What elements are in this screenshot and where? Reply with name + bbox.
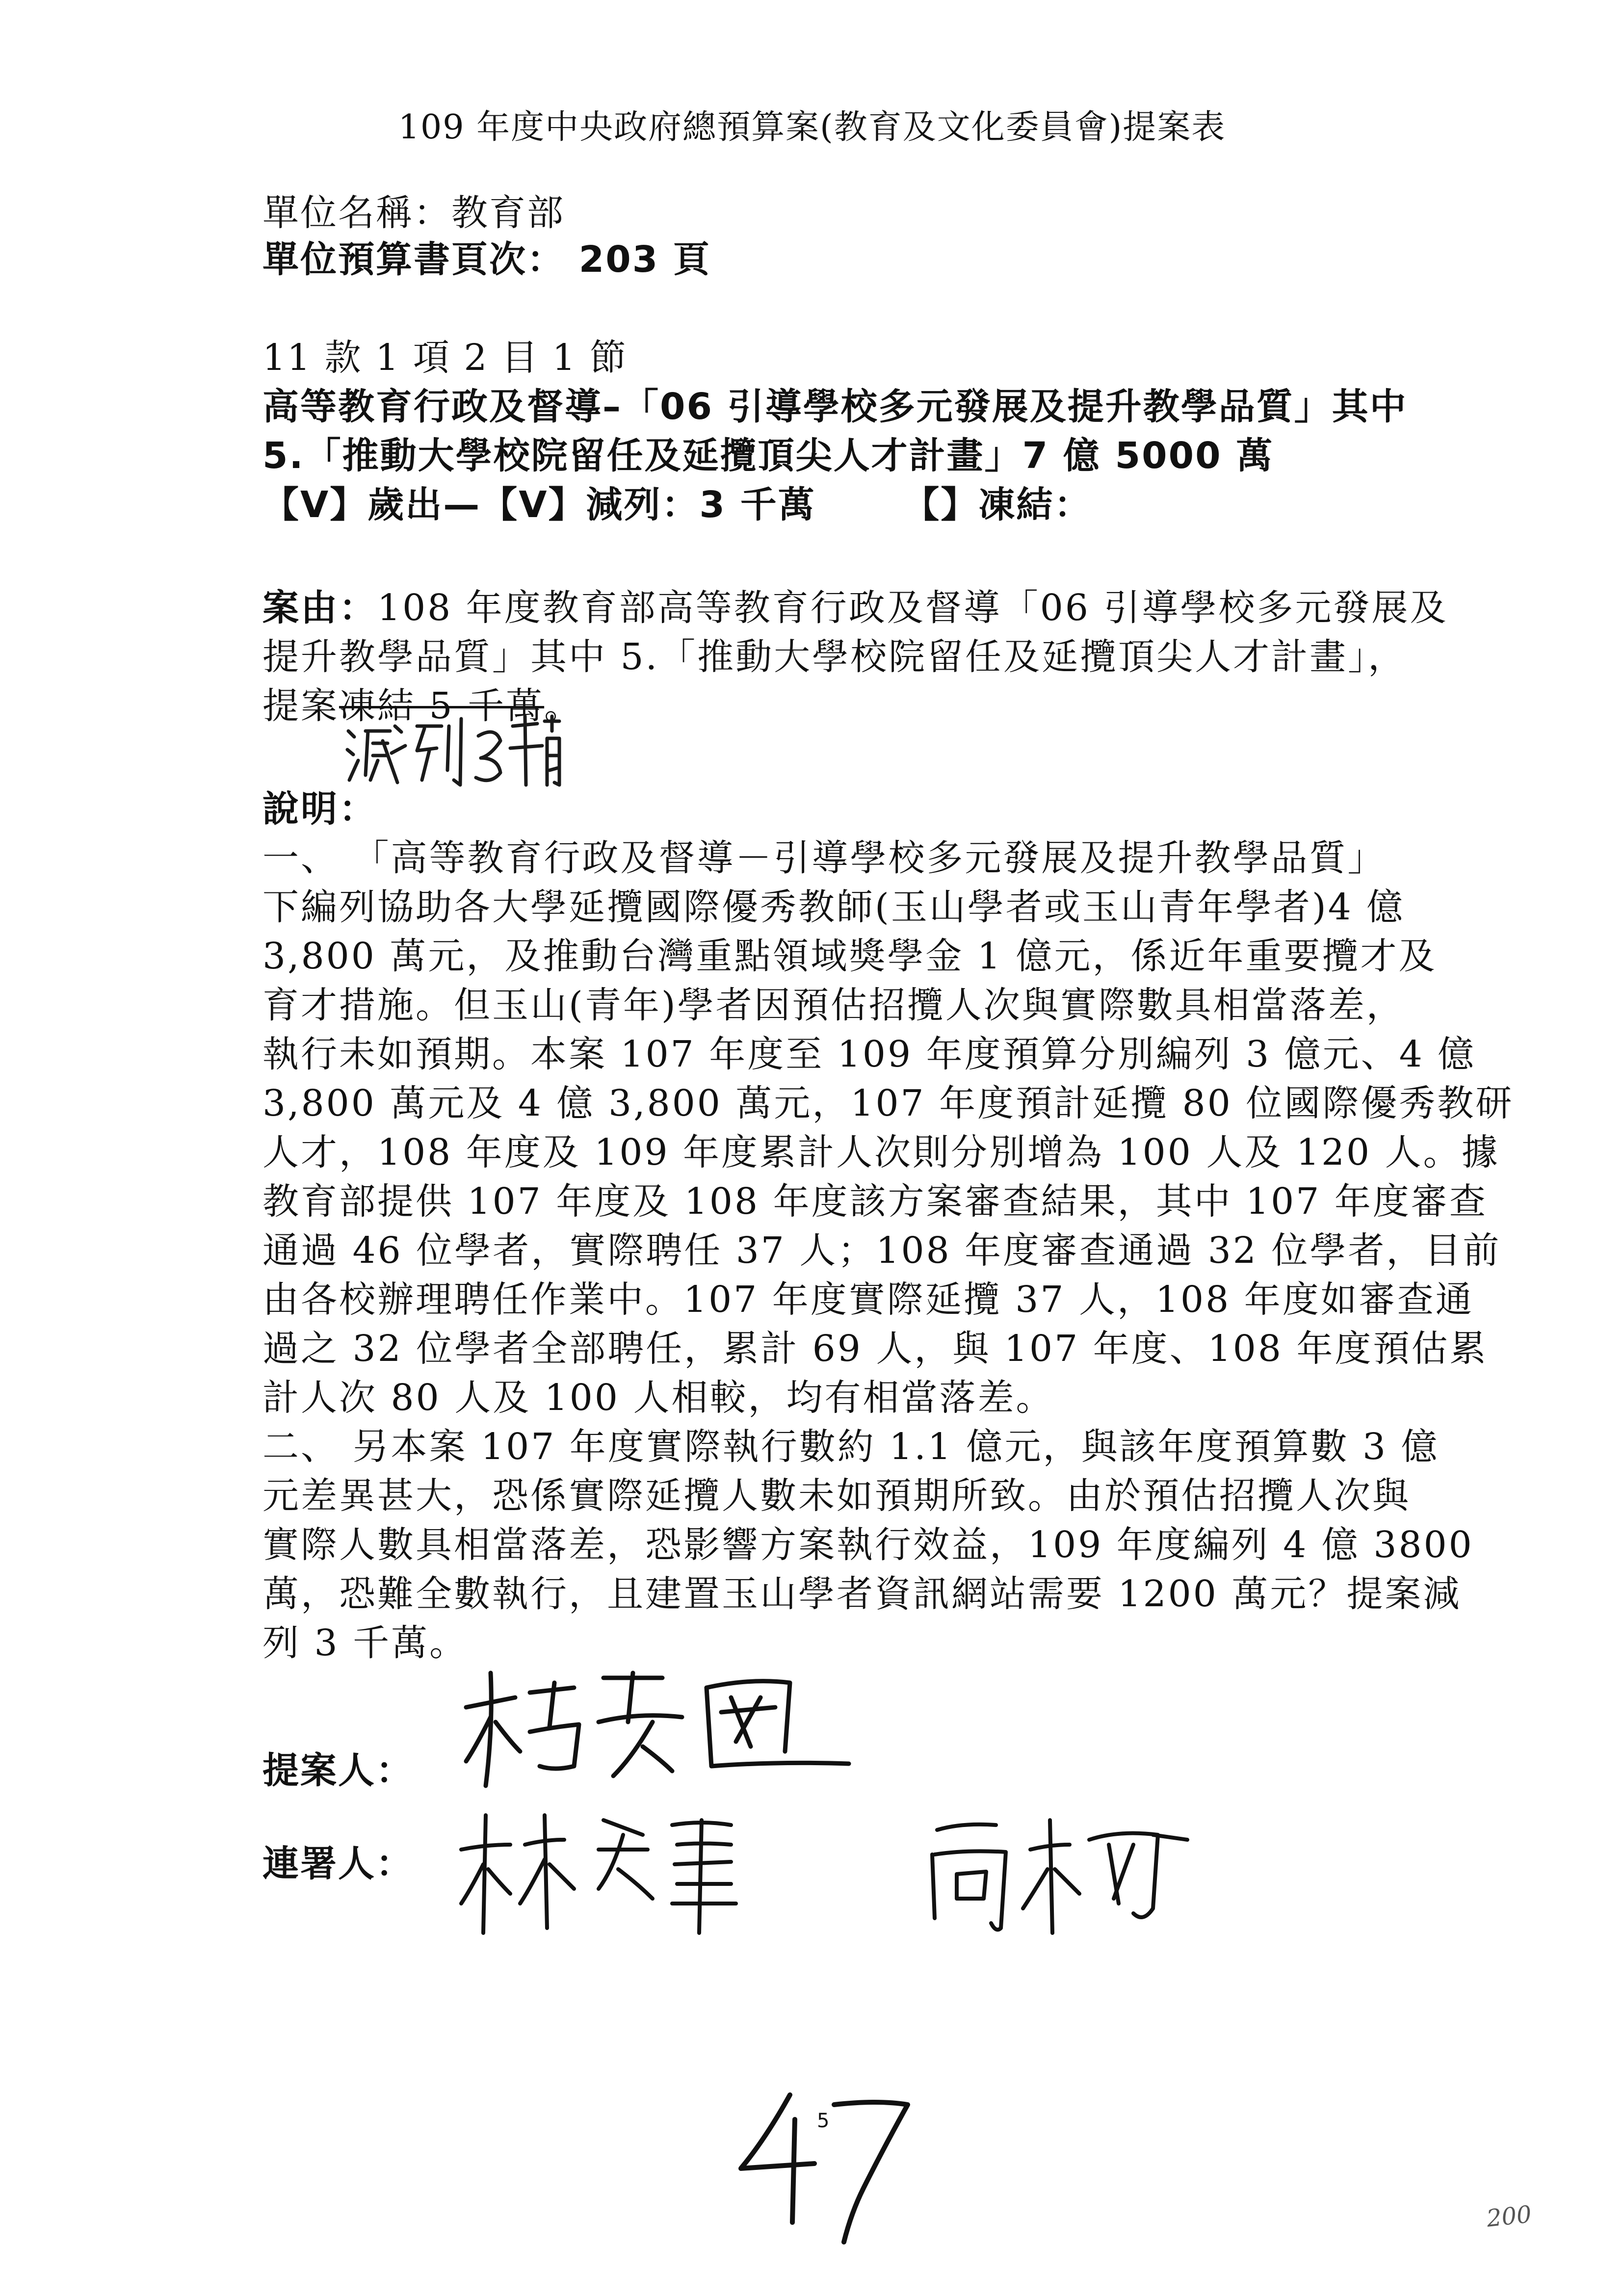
corner-mark: 200 <box>1485 2200 1533 2233</box>
budget-line-2: 5.「推動大學校院留任及延攬頂尖人才計畫」7 億 5000 萬 <box>262 435 1274 477</box>
explanation-line: 人才，108 年度及 109 年度累計人次則分別增為 100 人及 120 人。據 <box>262 1131 1500 1174</box>
freeze-field: 【】凍結： <box>903 484 1092 526</box>
explanation-line: 通過 46 位學者，實際聘任 37 人；108 年度審查通過 32 位學者，目前 <box>262 1229 1501 1272</box>
explanation-line: 元差異甚大，恐係實際延攬人數未如預期所致。由於預估招攬人次與 <box>262 1475 1411 1517</box>
explanation-line: 實際人數具相當落差，恐影響方案執行效益，109 年度編列 4 億 3800 <box>262 1524 1474 1566</box>
small-page-number: 5 <box>817 2110 830 2132</box>
proposer-signature-glyphs <box>456 1668 859 1796</box>
unit-value: 教育部 <box>451 192 565 234</box>
cosigner-signature-2-glyphs <box>922 1810 1197 1938</box>
struck-freeze-amount: 凍結 5 千萬 <box>339 685 545 727</box>
reason-line-1: 案由：108 年度教育部高等教育行政及督導「06 引導學校多元發展及 <box>262 587 1448 629</box>
explanation-line: 教育部提供 107 年度及 108 年度該方案審查結果，其中 107 年度審查 <box>262 1180 1488 1223</box>
explanation-line: 萬，恐難全數執行，且建置玉山學者資訊網站需要 1200 萬元？提案減 <box>262 1573 1462 1615</box>
page-ref-label: 單位預算書頁次： <box>262 238 565 281</box>
reason-line-2: 提升教學品質」其中 5.「推動大學校院留任及延攬頂尖人才計畫」， <box>262 636 1407 678</box>
document-title: 109 年度中央政府總預算案(教育及文化委員會)提案表 <box>398 108 1226 147</box>
reason-line-3: 提案凍結 5 千萬。 <box>262 685 583 727</box>
unit-row <box>262 184 565 236</box>
handwritten-page-number <box>736 2075 932 2252</box>
proposer-label: 提案人： <box>262 1749 414 1792</box>
unit-label: 單位名稱： <box>262 192 451 234</box>
explanation-line: 育才措施。但玉山(青年)學者因預估招攬人次與實際數具相當落差， <box>262 984 1405 1026</box>
page-ref-row <box>262 231 711 283</box>
budget-line-1: 高等教育行政及督導–「06 引導學校多元發展及提升教學品質」其中 <box>262 386 1408 428</box>
handwritten-page-number-glyphs <box>736 2075 932 2252</box>
cosigner-signature-1-glyphs <box>456 1805 751 1943</box>
expenditure-reduction: 【V】歲出—【V】減列：3 千萬 <box>262 484 816 526</box>
explanation-line: 下編列協助各大學延攬國際優秀教師(玉山學者或玉山青年學者)4 億 <box>262 886 1405 928</box>
explanation-line: 計人次 80 人及 100 人相較，均有相當落差。 <box>262 1377 1054 1419</box>
cosigner-label: 連署人： <box>262 1843 414 1885</box>
explanation-line: 由各校辦理聘任作業中。107 年度實際延攬 37 人，108 年度如審查通 <box>262 1278 1474 1321</box>
budget-line-3 <box>262 476 1092 528</box>
explanation-line: 一、 「高等教育行政及督導－引導學校多元發展及提升教學品質」 <box>262 837 1386 879</box>
explanation-line: 二、 另本案 107 年度實際執行數約 1.1 億元，與該年度預算數 3 億 <box>262 1426 1440 1468</box>
cosigner-signature-2 <box>922 1810 1197 1938</box>
reason-label: 案由： <box>262 587 377 629</box>
explanation-line: 執行未如預期。本案 107 年度至 109 年度預算分別編列 3 億元、4 億 <box>262 1033 1476 1075</box>
explanation-line: 3,800 萬元及 4 億 3,800 萬元，107 年度預計延攬 80 位國際優秀教研 <box>262 1082 1514 1124</box>
explanation-line: 3,800 萬元，及推動台灣重點領域獎學金 1 億元，係近年重要攬才及 <box>262 935 1437 977</box>
proposer-signature <box>456 1668 859 1796</box>
cosigner-signature-1 <box>456 1805 751 1943</box>
explanation-label: 說明： <box>262 788 377 830</box>
budget-code: 11 款 1 項 2 目 1 節 <box>262 337 628 379</box>
page-ref-value: 203 頁 <box>578 238 711 281</box>
explanation-line: 過之 32 位學者全部聘任，累計 69 人，與 107 年度、108 年度預估累 <box>262 1328 1488 1370</box>
explanation-line: 列 3 千萬。 <box>262 1622 468 1664</box>
